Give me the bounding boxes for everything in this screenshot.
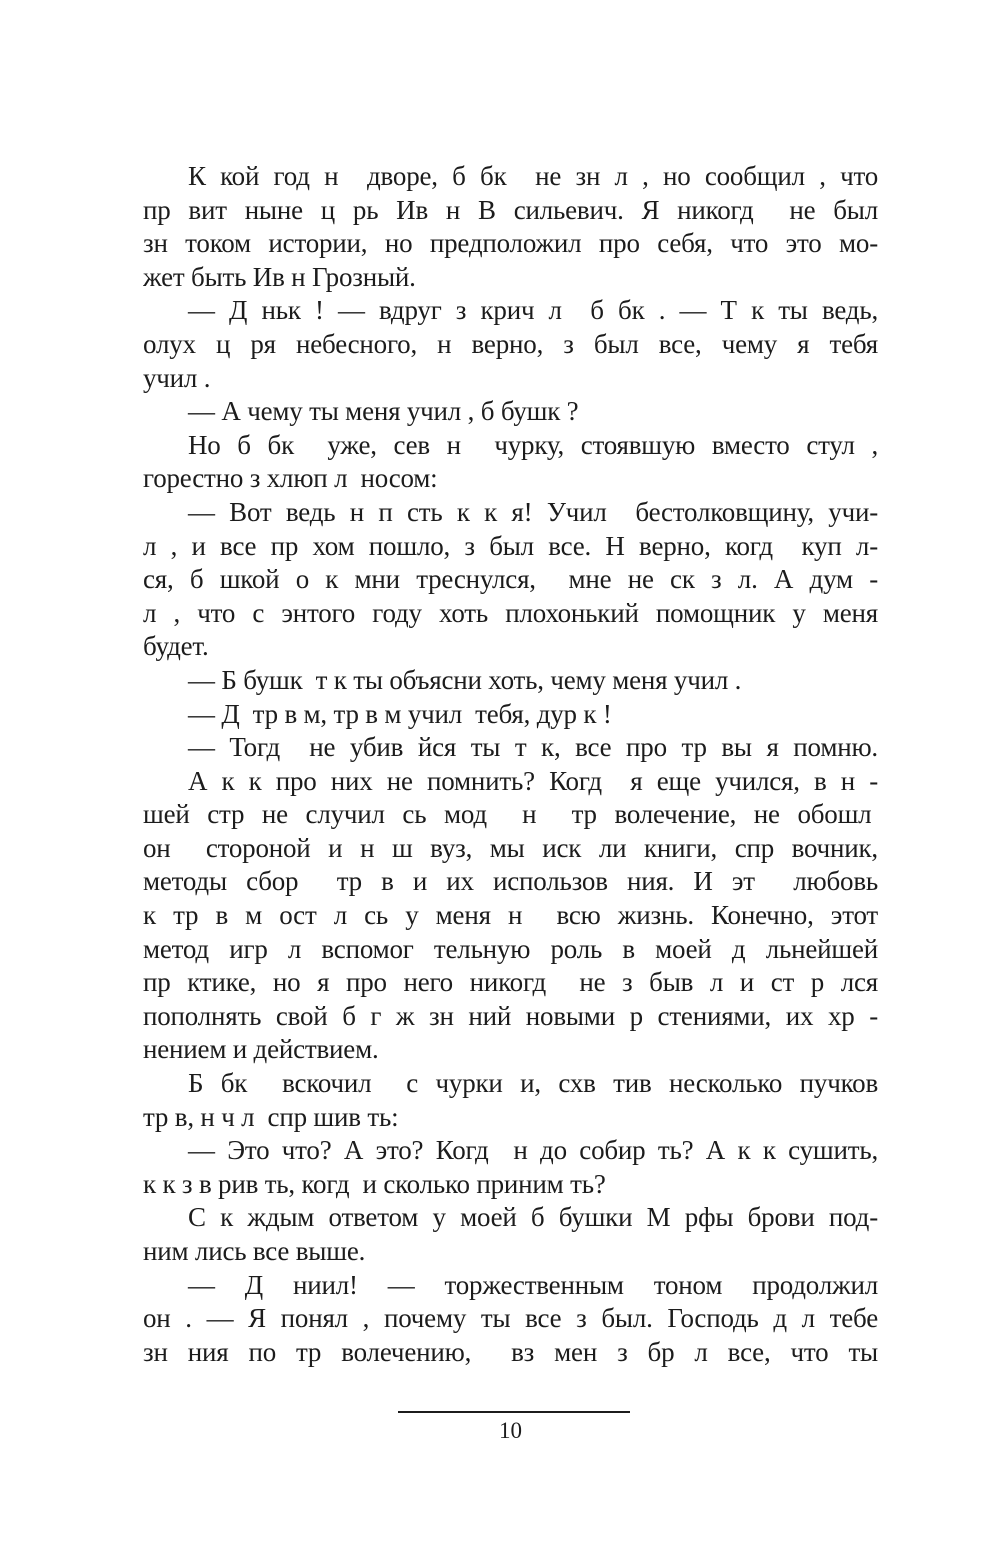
text-line: он стороной и н ш вуз, мы иск ли книги, спр вочник, <box>143 832 878 863</box>
text-line: л , что с энтого году хоть плохонький помощник у меня <box>143 597 878 628</box>
footer-rule <box>398 1411 630 1413</box>
text-line: учил . <box>143 362 211 393</box>
text-line: олух ц ря небесного, н верно, з был все, чему я тебя <box>143 328 878 359</box>
text-line: зн ния по тр волечению, вз мен з бр л все, что ты <box>143 1336 878 1367</box>
text-line: шей стр не случил сь мод н тр волечение, не обошл <box>143 799 878 830</box>
text-line: он . — Я понял , почему ты все з был. Господь д л тебе <box>143 1303 878 1334</box>
text-line: С к ждым ответом у моей б бушки М рфы брови под- <box>188 1202 878 1233</box>
text-line: — Тогд не убив йся ты т к, все про тр вы я помню. <box>188 732 878 763</box>
text-line: — Д ньк ! — вдруг з крич л б бк . — Т к ты ведь, <box>188 295 878 326</box>
text-line: пр вит ныне ц рь Ив н В сильевич. Я никогд не был <box>143 194 878 225</box>
text-line: — Д тр в м, тр в м учил тебя, дур к ! <box>188 698 612 729</box>
paragraph <box>143 160 878 294</box>
paragraph <box>143 1134 878 1201</box>
text-line: зн током истории, но предположил про себя, что это мо- <box>143 228 878 259</box>
text-line: к тр в м ост л сь у меня н всю жизнь. Конечно, этот <box>143 900 878 931</box>
text-line: — А чему ты меня учил , б бушк ? <box>188 396 579 427</box>
text-line: ся, б шкой о к мни треснулся, мне не ск з л. А дум - <box>143 564 878 595</box>
text-line: нением и действием. <box>143 1034 379 1065</box>
paragraph <box>143 1201 878 1268</box>
text-line: — Б бушк т к ты объясни хоть, чему меня учил . <box>188 664 742 695</box>
text-line: пр ктике, но я про него никогд не з быв л и ст р лся <box>143 967 878 998</box>
paragraph <box>143 429 878 496</box>
text-line: Но б бк уже, сев н чурку, стоявшую вместо стул , <box>188 429 878 460</box>
paragraph <box>143 731 878 765</box>
paragraph <box>143 294 878 395</box>
text-line: будет. <box>143 631 209 662</box>
paragraph <box>143 1269 878 1370</box>
text-line: горестно з хлюп л носом: <box>143 463 438 494</box>
text-line: А к к про них не помнить? Когд я еще учился, в н - <box>188 765 878 796</box>
paragraph <box>143 496 878 664</box>
paragraph <box>143 698 878 732</box>
text-line: л , и все пр хом пошло, з был все. Н верно, когд куп л- <box>143 530 878 561</box>
text-line: Б бк вскочил с чурки и, схв тив несколько пучков <box>188 1068 878 1099</box>
paragraph <box>143 1067 878 1134</box>
text-line: тр в, н ч л спр шив ть: <box>143 1101 399 1132</box>
text-line: — Д ниил! — торжественным тоном продолжил <box>188 1269 878 1300</box>
text-line: — Вот ведь н п сть к к я! Учил бестолковщину, учи- <box>188 496 878 527</box>
paragraph <box>143 765 878 1067</box>
text-line: к к з в рив ть, когд и сколько приним ть? <box>143 1168 606 1199</box>
page-number: 10 <box>499 1418 522 1443</box>
text-line: — Это что? А это? Когд н до собир ть? А к к сушить, <box>188 1135 878 1166</box>
paragraph <box>143 395 878 429</box>
text-line: пополнять свой б г ж зн ний новыми р стениями, их хр - <box>143 1000 878 1031</box>
paragraph <box>143 664 878 698</box>
text-line: ним лись все выше. <box>143 1236 366 1266</box>
text-line: методы сбор тр в и их использов ния. И эт любовь <box>143 866 878 897</box>
text-line: жет быть Ив н Грозный. <box>143 261 416 292</box>
page-text <box>143 160 878 1369</box>
text-line: К кой год н дворе, б бк не зн л , но сообщил , что <box>188 161 878 191</box>
text-line: метод игр л вспомог тельную роль в моей д льнейшей <box>143 933 878 964</box>
